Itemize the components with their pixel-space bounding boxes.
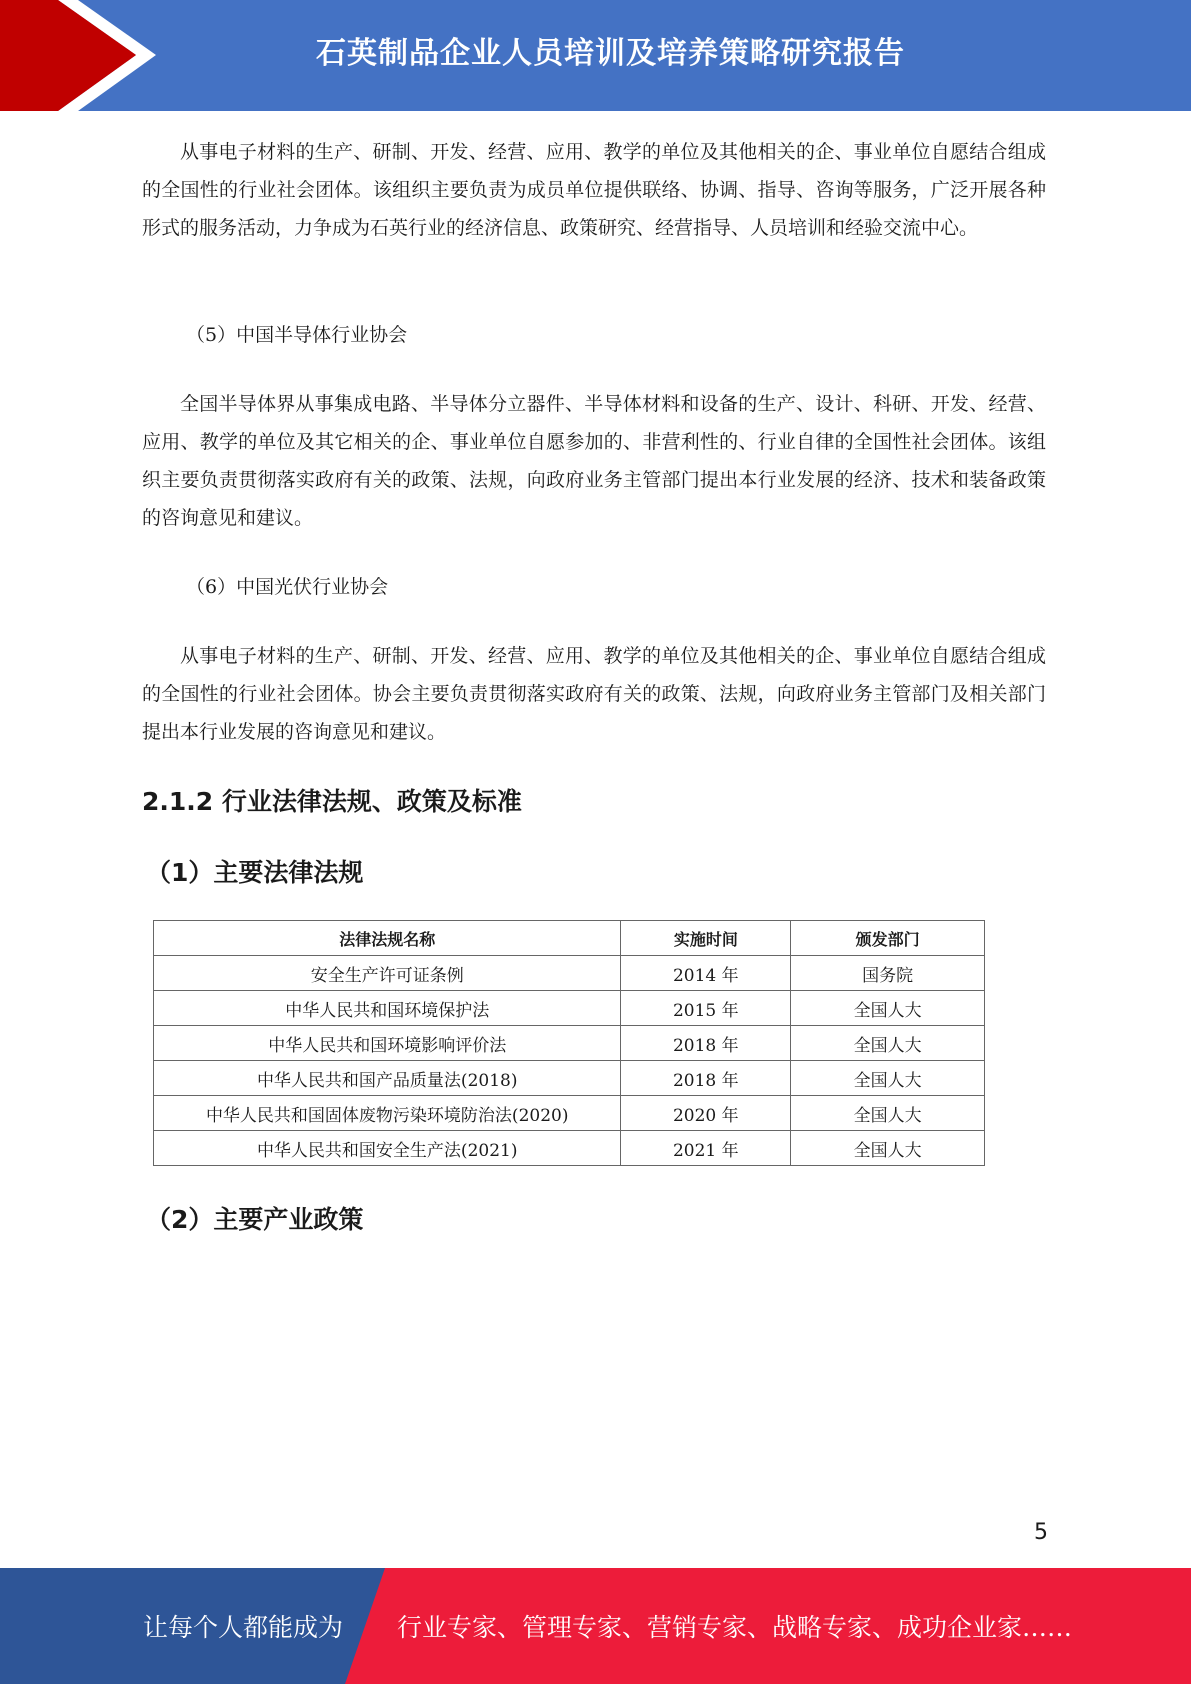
paragraph: 从事电子材料的生产、研制、开发、经营、应用、教学的单位及其他相关的企、事业单位自愿结合组成的全国性的行业社会团体。协会主要负责贯彻落实政府有关的政策、法规，向政府业务主管部门及相关部门提出本行业发展的咨询意见和建议。	[142, 645, 1046, 743]
column-header-name: 法律法规名称	[154, 921, 621, 956]
department-cell: 全国人大	[791, 1131, 985, 1166]
page-footer	[0, 1568, 1191, 1684]
department-cell: 全国人大	[791, 1061, 985, 1096]
subheading-photovoltaic-association: （6）中国光伏行业协会	[186, 576, 389, 598]
laws-heading: （1）主要法律法规	[146, 858, 364, 887]
table-row	[154, 991, 985, 1026]
subheading-semiconductor-association: （5）中国半导体行业协会	[186, 324, 408, 346]
table-row	[154, 1026, 985, 1061]
footer-slogan-left: 让每个人都能成为	[143, 1613, 344, 1642]
date-cell: 2021 年	[621, 1131, 791, 1166]
department-cell: 全国人大	[791, 1096, 985, 1131]
column-header-date: 实施时间	[621, 921, 791, 956]
table-row	[154, 956, 985, 991]
table-row	[154, 1061, 985, 1096]
law-name-cell: 中华人民共和国环境保护法	[154, 991, 621, 1026]
law-name-cell: 安全生产许可证条例	[154, 956, 621, 991]
law-name-cell: 中华人民共和国安全生产法(2021)	[154, 1131, 621, 1166]
laws-table	[153, 920, 985, 1166]
report-title: 石英制品企业人员培训及培养策略研究报告	[316, 36, 905, 71]
page-number: 5	[1034, 1520, 1048, 1545]
section-heading: 2.1.2 行业法律法规、政策及标准	[142, 787, 522, 816]
policy-heading: （2）主要产业政策	[146, 1205, 364, 1234]
law-name-cell: 中华人民共和国产品质量法(2018)	[154, 1061, 621, 1096]
date-cell: 2018 年	[621, 1026, 791, 1061]
table-row	[154, 1096, 985, 1131]
table-row	[154, 1131, 985, 1166]
date-cell: 2020 年	[621, 1096, 791, 1131]
department-cell: 全国人大	[791, 991, 985, 1026]
table-header-row	[154, 921, 985, 956]
department-cell: 全国人大	[791, 1026, 985, 1061]
paragraph: 全国半导体界从事集成电路、半导体分立器件、半导体材料和设备的生产、设计、科研、开发、经营、应用、教学的单位及其它相关的企、事业单位自愿参加的、非营利性的、行业自律的全国性社会团体。该组织主要负责贯彻落实政府有关的政策、法规，向政府业务主管部门提出本行业发展的经济、技术和装备政策的咨询意见和建议。	[142, 393, 1046, 529]
column-header-department: 颁发部门	[791, 921, 985, 956]
footer-slogan-right: 行业专家、管理专家、营销专家、战略专家、成功企业家……	[397, 1613, 1073, 1642]
page-header	[0, 0, 1191, 111]
date-cell: 2015 年	[621, 991, 791, 1026]
date-cell: 2018 年	[621, 1061, 791, 1096]
law-name-cell: 中华人民共和国固体废物污染环境防治法(2020)	[154, 1096, 621, 1131]
paragraph: 从事电子材料的生产、研制、开发、经营、应用、教学的单位及其他相关的企、事业单位自愿结合组成的全国性的行业社会团体。该组织主要负责为成员单位提供联络、协调、指导、咨询等服务，广泛开展各种形式的服务活动，力争成为石英行业的经济信息、政策研究、经营指导、人员培训和经验交流中心。	[142, 141, 1046, 239]
law-name-cell: 中华人民共和国环境影响评价法	[154, 1026, 621, 1061]
date-cell: 2014 年	[621, 956, 791, 991]
department-cell: 国务院	[791, 956, 985, 991]
